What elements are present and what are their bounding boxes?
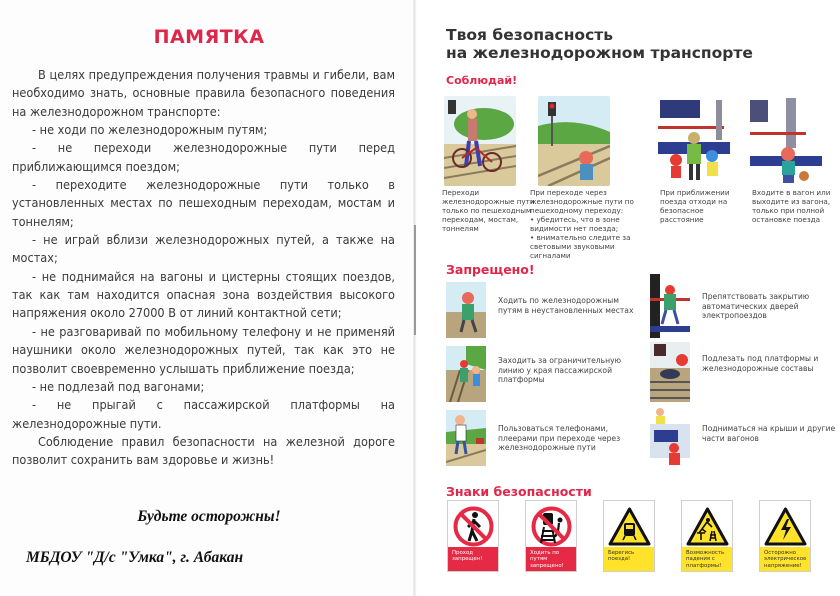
forbidden-text: Пользоваться телефонами, плеерами при переходе через железнодорожные пути <box>498 424 621 453</box>
safety-sign <box>525 500 577 572</box>
safety-page <box>418 0 840 596</box>
obey-item <box>530 96 634 260</box>
memo-title: ПАМЯТКА <box>153 26 265 48</box>
forbidden-text: Ходить по железнодорожным путям в неустановленных местах <box>498 296 634 315</box>
obey-caption: Входите в вагон или выходите из вагона, только при полной остановке поезда <box>752 188 831 224</box>
memo-rule: - не ходи по железнодорожным путям; <box>32 122 268 138</box>
obey-item <box>750 96 831 224</box>
forbidden-text: Препятствовать закрытию автоматических дверей электропоездов <box>702 292 810 321</box>
phone-while-crossing-illustration <box>446 410 486 466</box>
memo-warning: Будьте осторожны! <box>137 508 281 525</box>
obey-caption <box>530 188 648 260</box>
child-boarding-train-illustration <box>750 96 822 186</box>
memo-rule: - не переходи железнодорожные пути перед приближающимся поездом; <box>12 140 395 174</box>
memo-body <box>12 66 395 470</box>
forbidden-text: Подлезать под платформы и железнодорожные составы <box>702 354 819 373</box>
obey-bullet: • убедитесь, что в зоне видимости нет поезда; <box>530 215 648 233</box>
walking-on-tracks-illustration <box>446 282 486 338</box>
safety-sign <box>681 500 733 572</box>
safety-sign <box>759 500 811 572</box>
memo-rule: - не разговаривай по мобильному телефону и не применяй наушники около железнодорожных путей, так как это не позволит своевременно услышать приближение поезда; <box>12 323 395 376</box>
sign-label: Осторожно электрическое напряжение! <box>760 547 810 571</box>
memo-rule: - переходите железнодорожные пути только в установленных местах по пешеходным переходам, мостам и тоннелям; <box>12 177 395 229</box>
sign-label: Возможность падения с платформы! <box>682 547 732 571</box>
safety-page-title <box>446 26 753 62</box>
crossing-platform-line-illustration <box>446 346 486 402</box>
obey-bullet: • внимательно следите за световыми звуковыми сигналами <box>530 233 648 260</box>
safety-sign <box>603 500 655 572</box>
sign-label: Берегись поезда! <box>604 547 654 571</box>
child-at-tracks-illustration <box>538 96 610 186</box>
no-walking-on-tracks-icon <box>530 505 573 548</box>
title-line-2: на железнодорожном транспорте <box>446 44 753 62</box>
crawling-under-platform-illustration <box>650 342 690 402</box>
page-fold-shadow <box>414 225 416 335</box>
forbidden-text: Заходить за ограничительную линию у края пассажирской платформы <box>498 356 621 385</box>
obey-item <box>442 96 535 233</box>
obey-caption: Переходи железнодорожные пути только по пешеходным переходам, мостам, тоннелям <box>442 188 535 233</box>
forbidden-heading: Запрещено! <box>446 262 535 277</box>
obey-heading: Соблюдай! <box>446 74 518 87</box>
memo-conclusion: Соблюдение правил безопасности на железной дороге позволит сохранить вам здоровье и жизнь! <box>12 433 395 468</box>
title-line-1: Твоя безопасность <box>446 26 614 44</box>
high-voltage-warning-icon <box>764 505 807 548</box>
obey-item <box>658 96 730 224</box>
platform-fall-warning-icon <box>686 505 729 548</box>
memo-organization: МБДОУ "Д/с "Умка", г. Абакан <box>26 549 244 566</box>
no-pedestrian-icon <box>452 505 495 548</box>
memo-rule: - не подлезай под вагонами; <box>32 378 205 394</box>
memo-rule: - не поднимайся на вагоны и цистерны стоящих поездов, так как там находится опасная зона воздействия высокого напряжения около 27000 В от линий контактной сети; <box>12 268 395 321</box>
forbidden-text: Подниматься на крыши и другие части вагонов <box>702 424 836 443</box>
memo-page <box>0 0 418 596</box>
memo-rule: - не прыгай с пассажирской платформы на железнодорожные пути. <box>12 397 395 431</box>
cyclist-crossing-illustration <box>444 96 516 186</box>
blocking-doors-illustration <box>650 274 690 338</box>
family-at-platform-illustration <box>658 96 730 186</box>
memo-rule: - не играй вблизи железнодорожных путей, а также на мостах; <box>12 232 395 266</box>
sign-label: Проход запрещен! <box>448 547 498 571</box>
climbing-wagon-roof-illustration <box>650 406 690 466</box>
sign-label: Ходить по путям запрещено! <box>526 547 576 571</box>
obey-caption-text: При переходе через железнодорожные пути по пешеходному переходу: <box>530 188 634 215</box>
memo-intro: В целях предупреждения получения травмы и гибели, вам необходимо знать, основные правила безопасного поведения на железнодорожном транспорте: <box>12 67 395 119</box>
safety-sign <box>447 500 499 572</box>
signs-heading: Знаки безопасности <box>446 484 592 499</box>
train-warning-icon <box>608 505 651 548</box>
obey-bullets <box>530 215 648 260</box>
obey-caption: При приближении поезда отходи на безопасное расстояние <box>660 188 730 224</box>
